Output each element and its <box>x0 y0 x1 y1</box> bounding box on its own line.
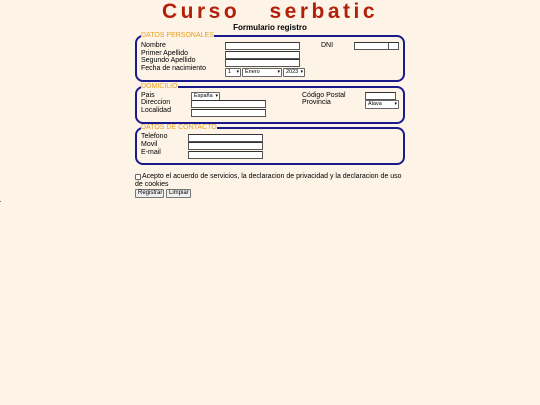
chevron-down-icon: ▾ <box>277 69 280 75</box>
provincia-value: Alava <box>368 101 382 107</box>
birth-day-select[interactable] <box>225 68 241 77</box>
birth-year-select[interactable] <box>283 68 305 77</box>
movil-label: Movil <box>141 141 158 148</box>
dni-letter-input[interactable] <box>388 42 399 50</box>
dni-label: DNI <box>321 42 334 49</box>
birth-month-select[interactable] <box>242 68 282 77</box>
limpiar-button[interactable]: Limpiar <box>166 189 191 198</box>
telefono-input[interactable] <box>188 134 263 142</box>
primer-apellido-input[interactable] <box>225 51 300 59</box>
birth-year-value: 2023 <box>286 69 299 75</box>
chevron-down-icon: ▾ <box>300 69 303 75</box>
contacto-legend: DATOS DE CONTACTO <box>141 124 217 131</box>
birth-month-value: Enero <box>245 69 260 75</box>
provincia-label: Provincia <box>302 99 331 106</box>
pais-value: España <box>194 93 213 99</box>
email-label: E-mail <box>141 149 161 156</box>
birth-day-value: 1 <box>228 69 232 75</box>
localidad-input[interactable] <box>191 109 266 117</box>
provincia-select[interactable] <box>365 100 399 109</box>
localidad-label: Localidad <box>141 107 171 114</box>
nombre-label: Nombre <box>141 42 166 49</box>
domicilio-legend: DOMICILIO <box>141 83 178 90</box>
fecha-nacimiento-label: Fecha de nacimiento <box>141 65 206 72</box>
site-brand-title: Curso serbatic <box>161 0 379 23</box>
chevron-down-icon: ▾ <box>215 93 218 99</box>
telefono-label: Telefono <box>141 133 168 140</box>
segundo-apellido-input[interactable] <box>225 59 300 67</box>
codigo-postal-input[interactable] <box>365 92 396 100</box>
form-title: Formulario registro <box>233 23 307 32</box>
codigo-postal-label: Código Postal <box>302 92 346 99</box>
chevron-down-icon: ▾ <box>394 101 397 107</box>
accept-terms-label: Acepto el acuerdo de servicios, la declaracion de privacidad y la declaracion de uso de cookies <box>135 173 402 188</box>
nombre-input[interactable] <box>225 42 300 50</box>
direccion-label: Direccion <box>141 99 171 106</box>
email-input[interactable] <box>188 151 263 159</box>
stray-dot <box>0 201 1 202</box>
dni-input[interactable] <box>354 42 389 50</box>
contacto-section <box>135 124 405 165</box>
registrar-button[interactable]: Registrar <box>135 189 164 198</box>
primer-apellido-label: Primer Apellido <box>141 50 189 57</box>
personal-data-legend: DATOS PERSONALES <box>141 32 214 39</box>
chevron-down-icon: ▾ <box>236 69 239 75</box>
pais-label: Pais <box>141 92 155 99</box>
segundo-apellido-label: Segundo Apellido <box>141 57 196 64</box>
direccion-input[interactable] <box>191 100 266 108</box>
movil-input[interactable] <box>188 142 263 150</box>
